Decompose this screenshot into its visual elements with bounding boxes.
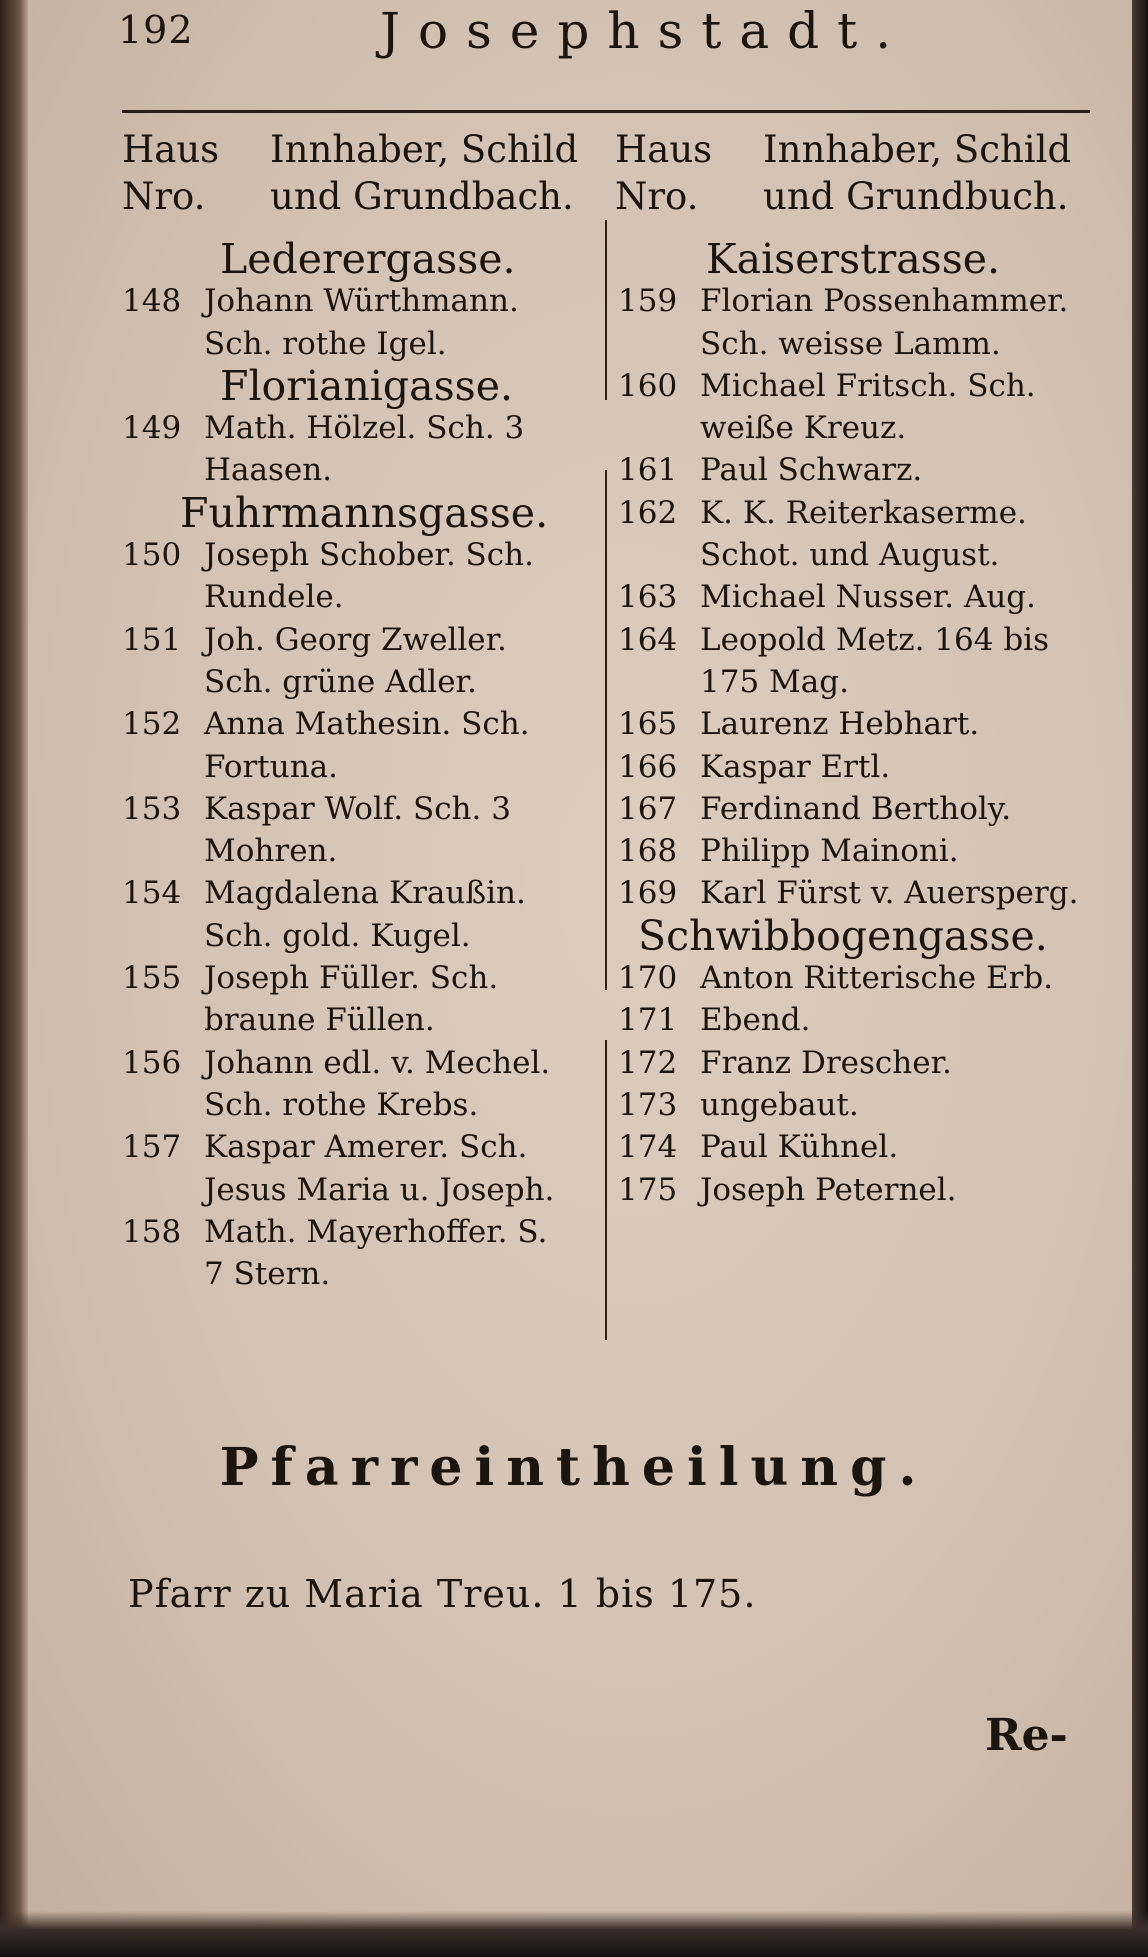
owner-name: ungebaut. <box>700 1086 859 1123</box>
header-rule <box>122 110 1090 113</box>
header-number: Nro. <box>122 175 206 218</box>
list-item <box>122 957 602 999</box>
list-item <box>618 449 1093 491</box>
sign-name: weiße Kreuz. <box>700 410 907 447</box>
owner-name: Kaspar Wolf. Sch. 3 <box>204 790 511 827</box>
house-number: 166 <box>618 748 678 785</box>
street-heading: Lederergasse. <box>220 235 516 283</box>
house-number: 168 <box>618 833 678 870</box>
house-number: 172 <box>618 1044 678 1081</box>
owner-name: Florian Possenhammer. <box>700 283 1069 320</box>
owner-name: K. K. Reiterkaserme. <box>700 494 1027 531</box>
house-number: 171 <box>618 1002 678 1039</box>
list-item <box>618 999 1093 1041</box>
list-item <box>122 703 602 745</box>
owner-name: Magdalena Kraußin. <box>204 875 526 912</box>
left-column-header <box>122 126 578 220</box>
house-number: 163 <box>618 579 678 616</box>
list-item <box>618 1084 1093 1126</box>
list-item <box>122 407 602 449</box>
owner-name: Michael Fritsch. Sch. <box>700 367 1036 404</box>
sign-name: Rundele. <box>204 579 344 616</box>
section-heading: Pfarreintheilung. <box>219 1437 929 1498</box>
parish-line: Pfarr zu Maria Treu. 1 bis 175. <box>128 1572 757 1616</box>
house-number: 159 <box>618 283 678 320</box>
list-item <box>618 492 1093 534</box>
owner-name: Joseph Füller. Sch. <box>204 960 499 997</box>
owner-name: Karl Fürst v. Auersperg. <box>700 875 1079 912</box>
house-number: 151 <box>122 621 182 658</box>
sign-name: 175 Mag. <box>700 663 849 700</box>
street-heading: Kaiserstrasse. <box>706 235 1001 283</box>
page-edge-right <box>1132 0 1148 1957</box>
owner-name: Ferdinand Bertholy. <box>700 790 1012 827</box>
sign-name: Fortuna. <box>204 748 339 785</box>
owner-name: Laurenz Hebhart. <box>700 706 980 743</box>
sign-name: Sch. grüne Adler. <box>204 663 477 700</box>
list-item <box>618 280 1093 322</box>
list-item <box>618 619 1093 661</box>
street-heading: Florianigasse. <box>220 361 513 410</box>
sign-name: Sch. rothe Igel. <box>204 325 447 362</box>
list-item <box>618 1126 1093 1168</box>
list-item <box>122 872 602 914</box>
list-item <box>618 872 1093 914</box>
list-item <box>618 957 1093 999</box>
header-owner: Innhaber, Schild <box>763 128 1072 171</box>
owner-name: Philipp Mainoni. <box>700 833 959 870</box>
house-number: 155 <box>122 960 182 997</box>
list-item <box>122 1042 602 1084</box>
house-number: 158 <box>122 1213 182 1250</box>
page-gutter <box>0 0 28 1957</box>
list-item <box>618 788 1093 830</box>
running-title: Josephstadt. <box>380 2 910 60</box>
house-number: 175 <box>618 1171 678 1208</box>
list-item <box>122 1126 602 1168</box>
sign-name: Haasen. <box>204 452 333 489</box>
left-column <box>122 235 602 1295</box>
house-number: 162 <box>618 494 678 531</box>
sign-name: braune Füllen. <box>204 1002 435 1039</box>
sign-name: Sch. weisse Lamm. <box>700 325 1001 362</box>
street-heading: Schwibbogengasse. <box>638 911 1048 960</box>
list-item <box>618 1042 1093 1084</box>
sign-name: Schot. und August. <box>700 537 1000 574</box>
header-number: Nro. <box>615 175 699 218</box>
column-divider <box>605 220 607 400</box>
house-number: 164 <box>618 621 678 658</box>
list-item <box>122 619 602 661</box>
list-item <box>618 365 1093 407</box>
list-item <box>618 830 1093 872</box>
owner-name: Joseph Peternel. <box>700 1171 957 1208</box>
house-number: 173 <box>618 1086 678 1123</box>
house-number: 156 <box>122 1044 182 1081</box>
header-house: Haus <box>615 128 713 171</box>
sign-name: Mohren. <box>204 833 338 870</box>
list-item <box>618 1169 1093 1211</box>
owner-name: Johann edl. v. Mechel. <box>204 1044 551 1081</box>
list-item <box>122 280 602 322</box>
owner-name: Paul Schwarz. <box>700 452 923 489</box>
house-number: 153 <box>122 790 182 827</box>
header-register: und Grundbuch. <box>763 175 1069 218</box>
sign-name: 7 Stern. <box>204 1256 331 1293</box>
owner-name: Math. Hölzel. Sch. 3 <box>204 410 525 447</box>
sign-name: Sch. rothe Krebs. <box>204 1086 479 1123</box>
house-number: 169 <box>618 875 678 912</box>
right-column <box>618 235 1093 1211</box>
sign-name: Jesus Maria u. Joseph. <box>204 1171 555 1208</box>
house-number: 149 <box>122 410 182 447</box>
owner-name: Joseph Schober. Sch. <box>204 537 534 574</box>
owner-name: Michael Nusser. Aug. <box>700 579 1037 616</box>
house-number: 157 <box>122 1129 182 1166</box>
owner-name: Anton Ritterische Erb. <box>700 960 1054 997</box>
house-number: 167 <box>618 790 678 827</box>
list-item <box>618 576 1093 618</box>
list-item <box>618 746 1093 788</box>
house-number: 170 <box>618 960 678 997</box>
page-number: 192 <box>118 8 194 52</box>
house-number: 150 <box>122 537 182 574</box>
owner-name: Joh. Georg Zweller. <box>204 621 507 658</box>
house-number: 161 <box>618 452 678 489</box>
house-number: 148 <box>122 283 182 320</box>
house-number: 160 <box>618 367 678 404</box>
house-number: 174 <box>618 1129 678 1166</box>
list-item <box>122 534 602 576</box>
owner-name: Franz Drescher. <box>700 1044 952 1081</box>
column-divider <box>605 470 607 990</box>
right-column-header <box>615 126 1071 220</box>
column-divider <box>605 1040 607 1340</box>
sign-name: Sch. gold. Kugel. <box>204 917 471 954</box>
house-number: 152 <box>122 706 182 743</box>
house-number: 165 <box>618 706 678 743</box>
list-item <box>618 703 1093 745</box>
owner-name: Ebend. <box>700 1002 811 1039</box>
list-item <box>122 1211 602 1253</box>
street-heading: Fuhrmannsgasse. <box>180 488 549 537</box>
owner-name: Kaspar Ertl. <box>700 748 891 785</box>
header-house: Haus <box>122 128 220 171</box>
owner-name: Math. Mayerhoffer. S. <box>204 1213 548 1250</box>
house-number: 154 <box>122 875 182 912</box>
catchword: Re- <box>985 1710 1068 1761</box>
page-edge-bottom <box>0 1911 1148 1957</box>
owner-name: Anna Mathesin. Sch. <box>204 706 530 743</box>
header-register: und Grundbach. <box>270 175 574 218</box>
owner-name: Johann Würthmann. <box>204 283 519 320</box>
owner-name: Leopold Metz. 164 bis <box>700 621 1049 658</box>
header-owner: Innhaber, Schild <box>270 128 579 171</box>
owner-name: Kaspar Amerer. Sch. <box>204 1129 528 1166</box>
list-item <box>122 788 602 830</box>
owner-name: Paul Kühnel. <box>700 1129 899 1166</box>
